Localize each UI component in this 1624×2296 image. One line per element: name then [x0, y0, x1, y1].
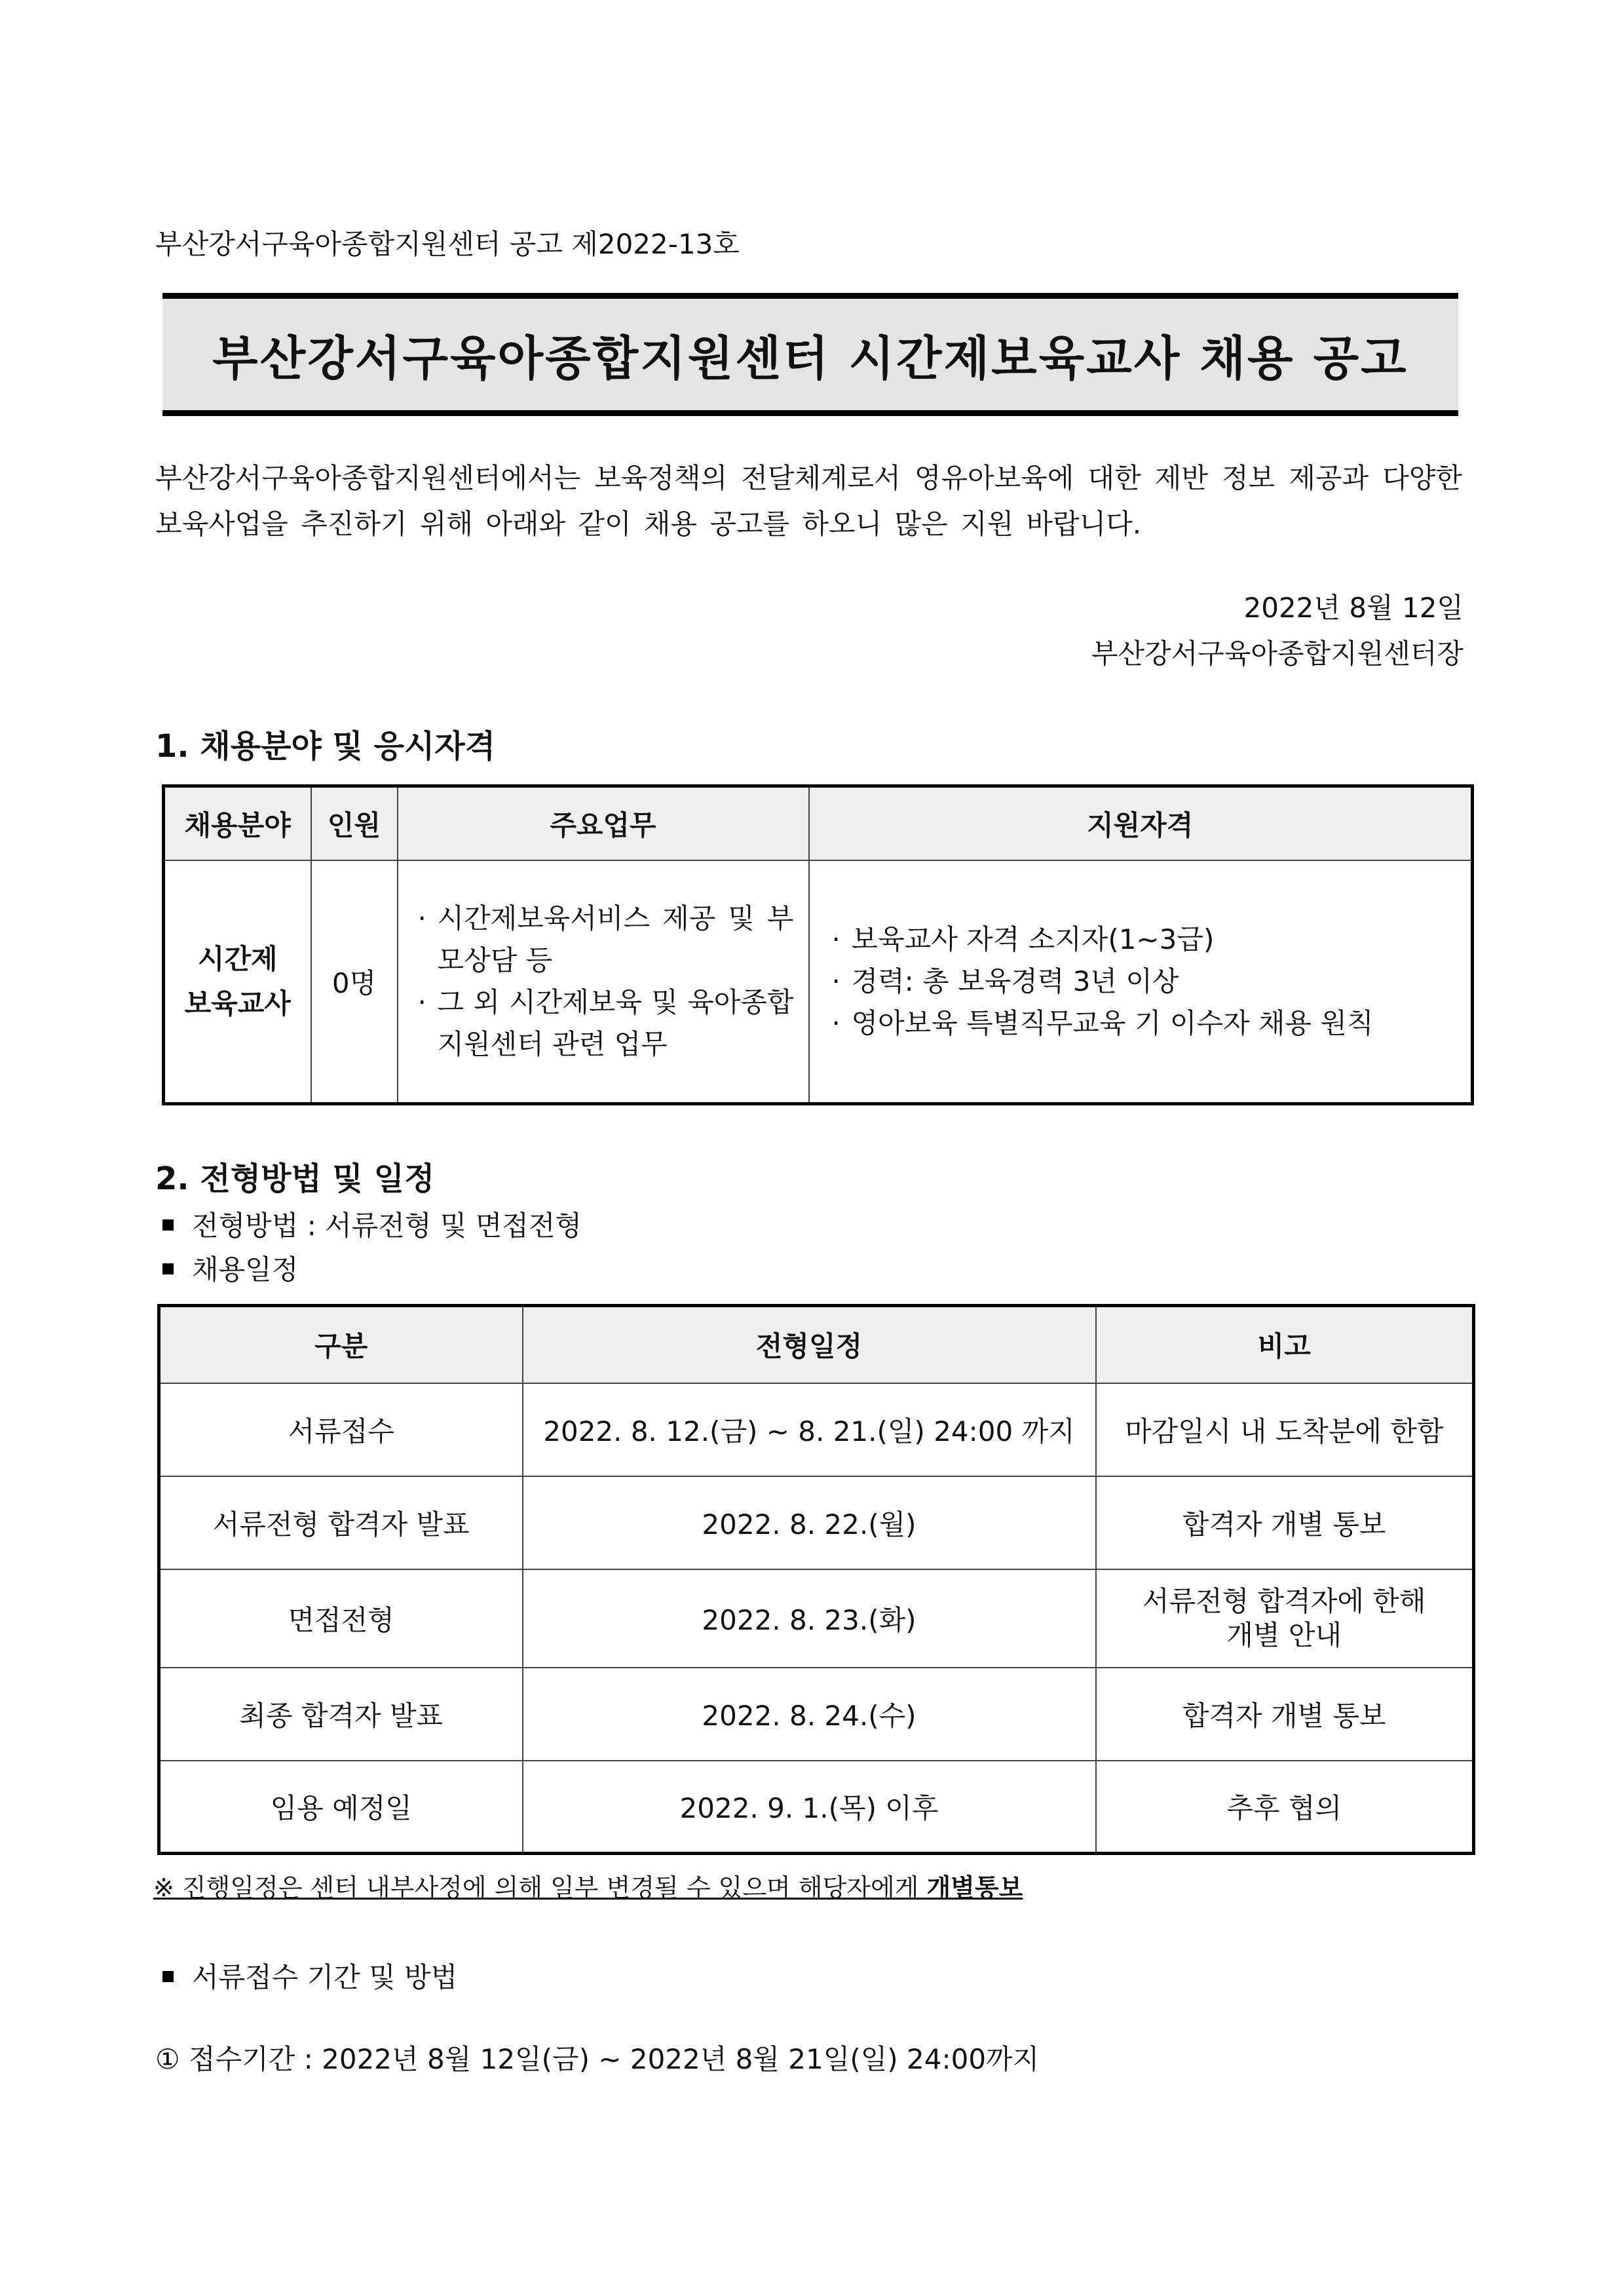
table-header-row	[164, 786, 1473, 860]
date-cell: 2022. 9. 1.(목) 이후	[523, 1761, 1096, 1854]
date-cell: 2022. 8. 22.(월)	[523, 1476, 1096, 1569]
field-cell	[164, 860, 311, 1104]
note-cell: 합격자 개별 통보	[1096, 1476, 1474, 1569]
stage-cell: 서류전형 합격자 발표	[159, 1476, 523, 1569]
schedule-footnote	[153, 1867, 1023, 1904]
method-text: 전형방법 : 서류전형 및 면접전형	[192, 1210, 582, 1242]
table-header-row	[159, 1306, 1474, 1383]
table-row	[159, 1761, 1474, 1854]
field-line: 보육교사	[184, 987, 291, 1020]
field-line: 시간제	[197, 942, 278, 975]
table-row	[159, 1476, 1474, 1569]
count-cell: 0명	[311, 860, 398, 1104]
header-qualifications: 지원자격	[809, 786, 1473, 860]
header-note: 비고	[1096, 1306, 1474, 1383]
section2-heading: 2. 전형방법 및 일정	[155, 1160, 435, 1197]
schedule-label: 채용일정	[192, 1253, 299, 1286]
note-cell	[1096, 1569, 1474, 1668]
table-row	[164, 860, 1473, 1104]
method-line	[157, 1204, 582, 1244]
footnote-bold: 개별통보	[926, 1873, 1023, 1902]
application-label: 서류접수 기간 및 방법	[192, 1961, 458, 1993]
square-bullet-icon	[162, 1971, 174, 1982]
list-item: · 경력: 총 보육경력 3년 이상	[821, 961, 1460, 1003]
application-period: ① 접수기간 : 2022년 8월 12일(금) ~ 2022년 8월 21일(일) 24:00까지	[155, 2043, 1040, 2075]
square-bullet-icon	[162, 1219, 174, 1231]
stage-cell: 서류접수	[159, 1383, 523, 1476]
list-item: · 시간제보육서비스 제공 및 부모상담 등	[407, 898, 794, 982]
stage-cell: 최종 합격자 발표	[159, 1668, 523, 1761]
notice-date: 2022년 8월 12일	[1243, 592, 1463, 624]
section1-heading: 1. 채용분야 및 응시자격	[155, 728, 496, 765]
note-line: 서류전형 합격자에 한해	[1142, 1584, 1426, 1617]
header-stage: 구분	[159, 1306, 523, 1383]
qualifications-cell	[809, 860, 1473, 1104]
square-bullet-icon	[162, 1263, 174, 1274]
footnote-text: ※ 진행일정은 센터 내부사정에 의해 일부 변경될 수 있으며 해당자에게	[153, 1873, 927, 1902]
table-row	[159, 1569, 1474, 1668]
note-line: 개별 안내	[1226, 1618, 1342, 1651]
date-cell: 2022. 8. 23.(화)	[523, 1569, 1096, 1668]
header-duties: 주요업무	[398, 786, 809, 860]
table-row	[159, 1383, 1474, 1476]
title-banner	[162, 293, 1458, 416]
note-cell: 합격자 개별 통보	[1096, 1668, 1474, 1761]
notice-number: 부산강서구육아종합지원센터 공고 제2022-13호	[155, 228, 740, 260]
schedule-label-line	[157, 1248, 298, 1288]
header-field: 채용분야	[164, 786, 311, 860]
header-date: 전형일정	[523, 1306, 1096, 1383]
header-count: 인원	[311, 786, 398, 860]
list-item: · 그 외 시간제보육 및 육아종합지원센터 관련 업무	[407, 982, 794, 1065]
note-cell: 추후 협의	[1096, 1761, 1474, 1854]
table-row	[159, 1668, 1474, 1761]
list-item: · 영아보육 특별직무교육 기 이수자 채용 원칙	[821, 1003, 1460, 1044]
note-cell: 마감일시 내 도착분에 한함	[1096, 1383, 1474, 1476]
schedule-table	[157, 1304, 1475, 1855]
list-item: · 보육교사 자격 소지자(1~3급)	[821, 919, 1460, 961]
page-title: 부산강서구육아종합지원센터 시간제보육교사 채용 공고	[212, 331, 1408, 386]
signer: 부산강서구육아종합지원센터장	[1091, 638, 1463, 670]
qualification-table	[162, 784, 1474, 1105]
date-cell: 2022. 8. 24.(수)	[523, 1668, 1096, 1761]
date-cell: 2022. 8. 12.(금) ~ 8. 21.(일) 24:00 까지	[523, 1383, 1096, 1476]
intro-paragraph: 부산강서구육아종합지원센터에서는 보육정책의 전달체계로서 영유아보육에 대한 제반 정보 제공과 다양한 보육사업을 추진하기 위해 아래와 같이 채용 공고를 하오니 많은 지원 바랍니다.	[155, 462, 1462, 540]
stage-cell: 면접전형	[159, 1569, 523, 1668]
stage-cell: 임용 예정일	[159, 1761, 523, 1854]
duties-cell	[398, 860, 809, 1104]
application-label-line	[157, 1956, 457, 1995]
